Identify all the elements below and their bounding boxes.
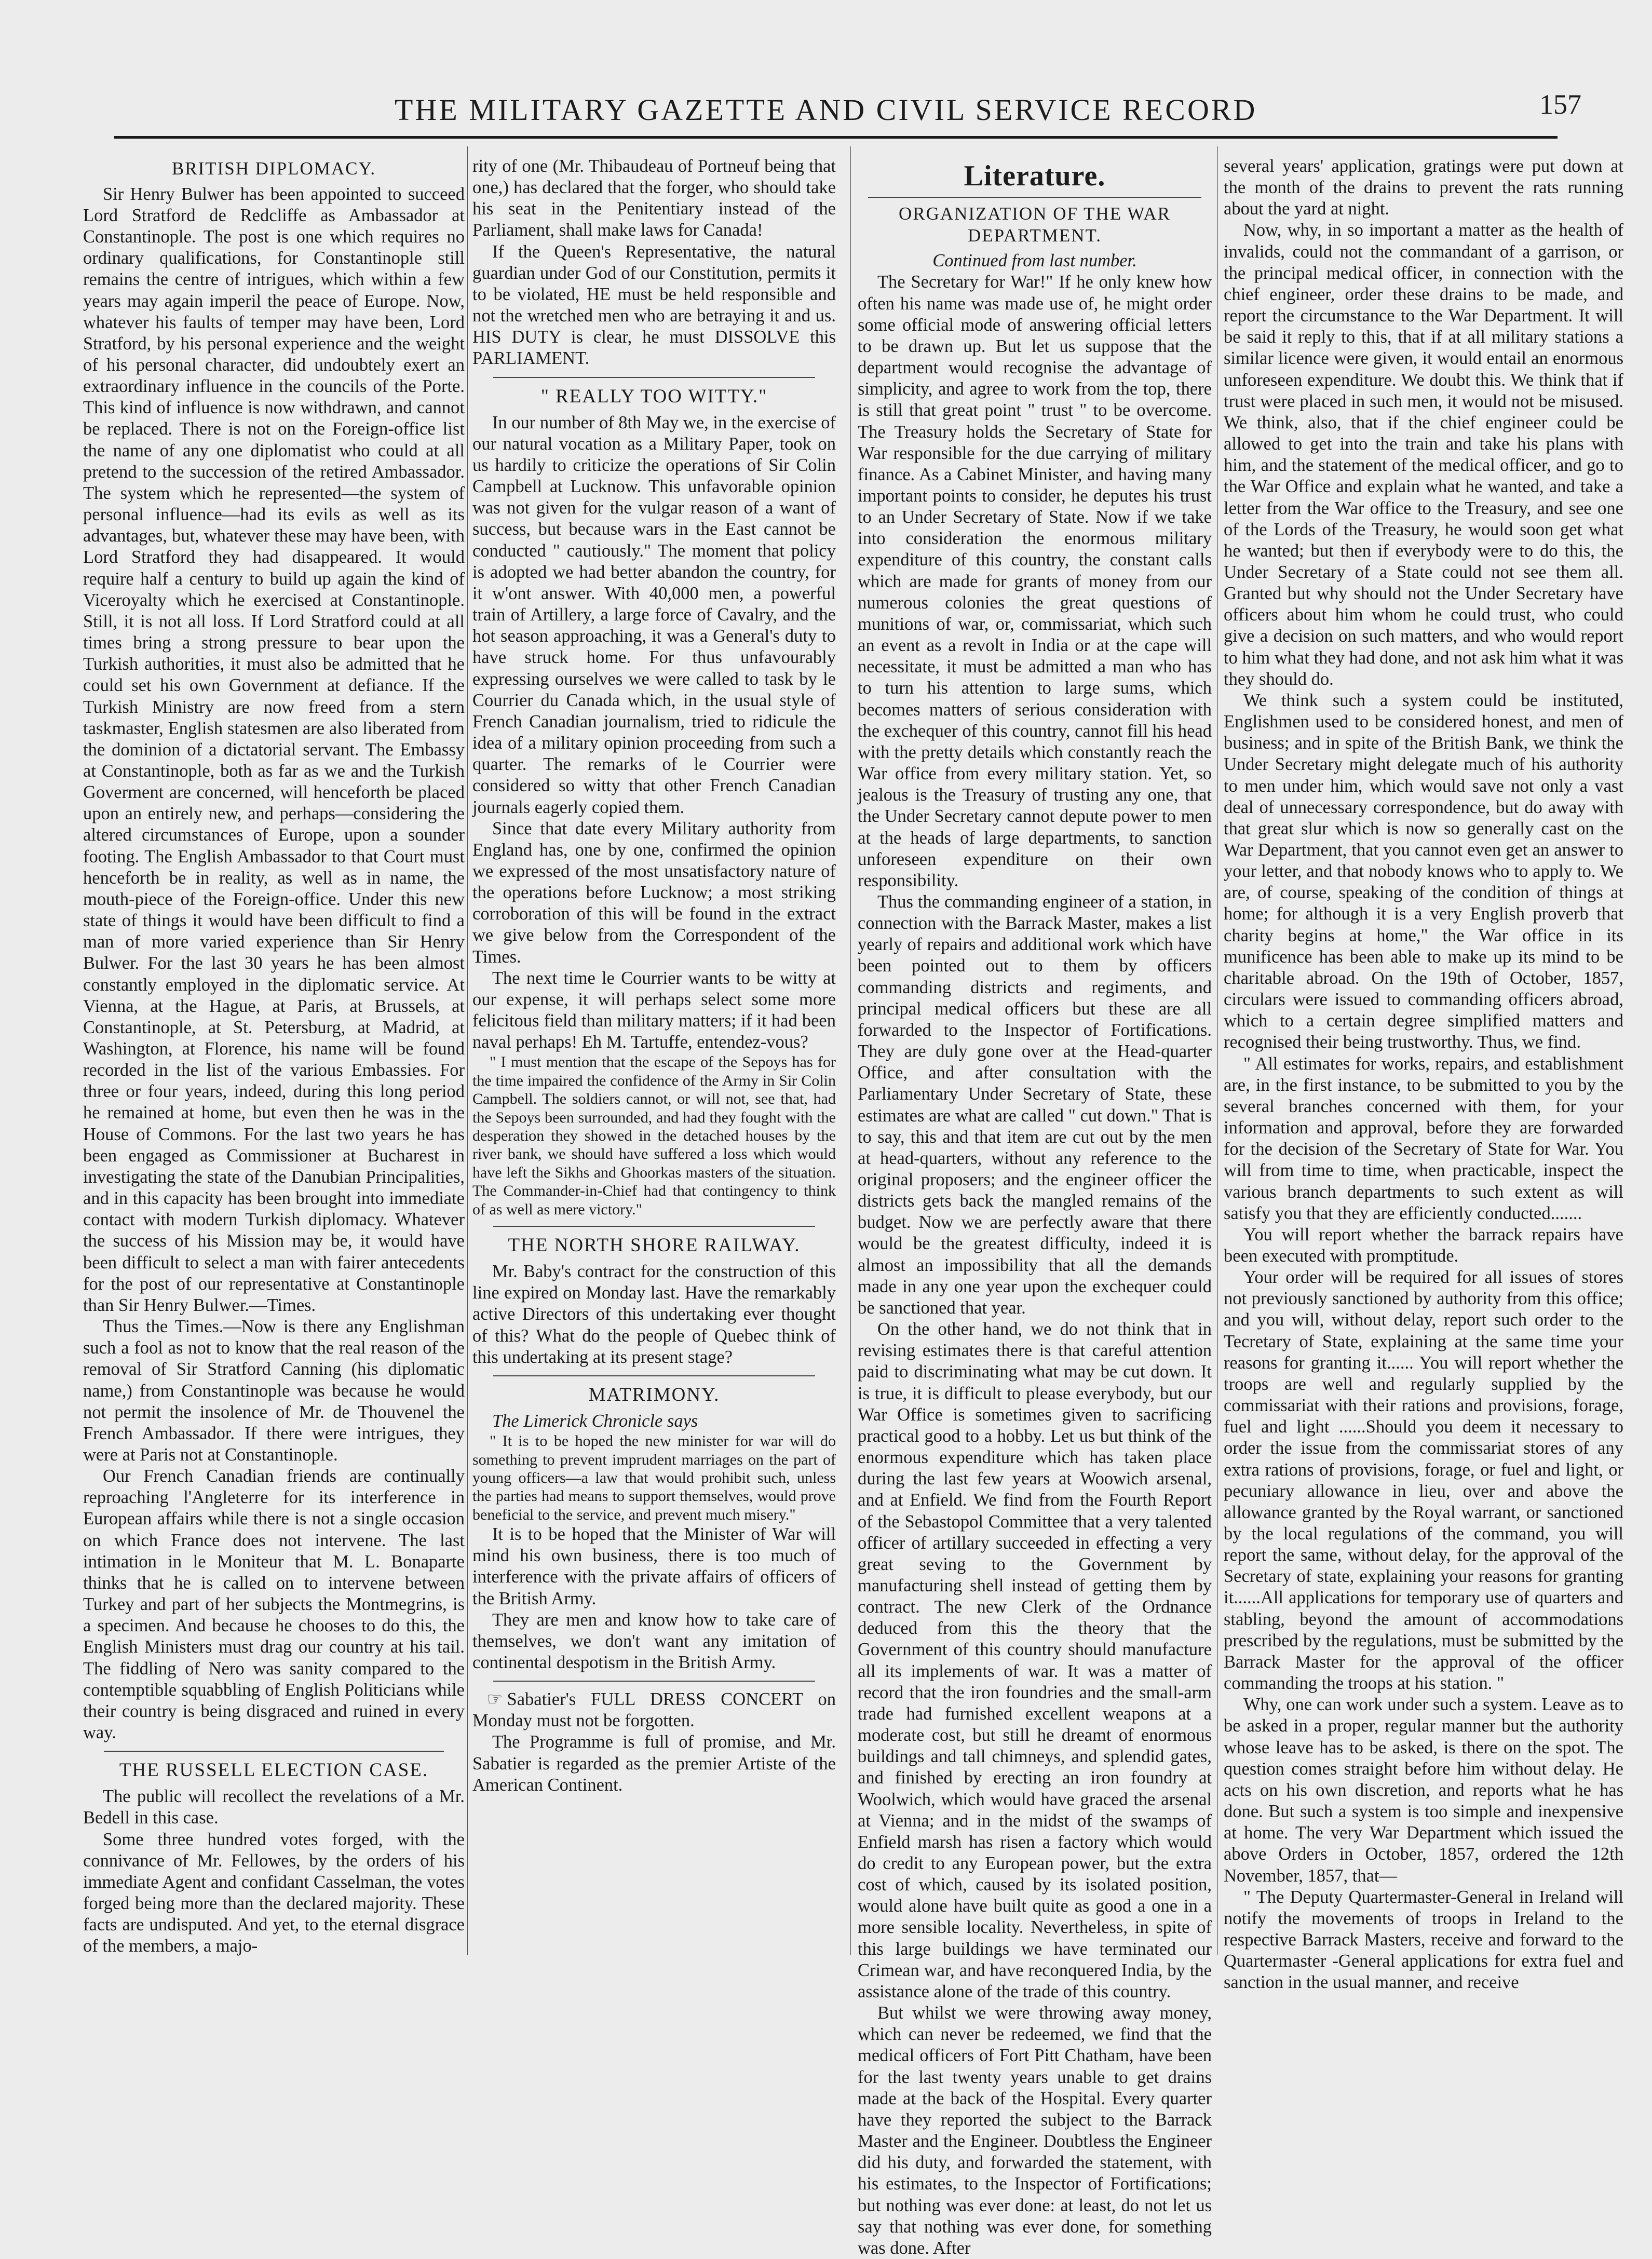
section-rule <box>868 197 1201 198</box>
masthead-rule <box>114 136 1558 139</box>
article-paragraph: The Secretary for War!" If he only knew how often his name was made use of, he might order some official mode of answering official letters to be drawn up. But let us suppose that the department would recognise the advantage of simplicity, and agree to work from the top, there is still that great point " trust " to be overcome. The Treasury holds the Secretary of State for War responsible for the due carrying of military finance. As a Cabinet Minister, and having many important points to consider, he deputes his trust to an Under Secretary of State. Now if we take into consideration the enormous military expenditure of this country, the constant calls which are made for grants of money from our numerous colonies the great questions of munitions of war, or, commissariat, which such an event as a revolt in India or at the cape will necessitate, it must be admitted a man who has to turn his attention to large sums, which becomes matters of serious consideration with the exchequer of this country, cannot fill his head with the pretty details which constantly reach the War office from every military station. Yet, so jealous is the Treasury of trusting any one, that the Under Secretary cannot depute power to men at the heads of large departments, to sanction unforeseen expenditure on their own responsibility. <box>858 272 1212 890</box>
source-line: The Limerick Chronicle says <box>492 1411 698 1431</box>
newspaper-title: THE MILITARY GAZETTE AND CIVIL SERVICE RECORD <box>395 93 1257 127</box>
page-number: 157 <box>1539 89 1581 120</box>
article-paragraph: The Programme is full of promise, and Mr. Sabatier is regarded as the premier Artiste of the American Continent. <box>472 1732 836 1795</box>
article-paragraph: The public will recollect the revelations of a Mr. Bedell in this case. <box>83 1787 465 1828</box>
column-3 <box>858 156 1212 2258</box>
column-divider <box>1217 146 1218 1955</box>
concert-notice-text: Sabatier's FULL DRESS CONCERT on Monday must not be forgotten. <box>472 1689 836 1731</box>
article-paragraph: Thus the Times.—Now is there any Englishman such a fool as not to know that the real reason of the removal of Sir Stratford Canning (his diplomatic name,) from Constantinople was because he would not permit the insolence of Mr. de Thouvenel the French Ambassador. If there were intrigues, they were at Paris not at Constantinople. <box>83 1317 465 1465</box>
masthead <box>104 73 1581 130</box>
section-rule <box>493 1226 815 1227</box>
article-paragraph: Your order will be required for all issues of stores not previously sanctioned by authority from this office; and you will, without delay, report such order to the Tecretary of State, explaining at the same time your reasons for granting it...... You will report whether the troops are well and regularly supplied by the commissariat with their rations and provisions, forage, fuel and light ......Should you deem it necessary to order the issue from the commissariat stores of any extra rations of provisions, forage, or fuel and light, or pecuniary allowance in lieu, over and above the allowance granted by the Royal warrant, or sanctioned by the local regulations of the command, you will report the same, without delay, for the approval of the Secretary of state, explaining your reasons for granting it......All applications for temporary use of quarters and stabling, beyond the amount of accommodations prescribed by the regulations, must be submitted by the Barrack Master for the approval of the officer commanding the troops at his station. " <box>1224 1267 1623 1694</box>
article-paragraph: We think such a system could be instituted, Englishmen used to be considered honest, and men of business; and in spite of the British Bank, we think the Under Secretary might delegate much of his authority to men under him, which would save not only a vast deal of unnecessary correspondence, but do away with that great slur which is now so generally cast on the War Department, that you cannot even get an answer to your letter, and that nobody knows who to apply to. We are, of course, speaking of the condition of things at home; for although it is a very English proverb that charity begins at home," the War office in its munificence has been able to make up its mind to be charitable abroad. On the 19th of October, 1857, circulars were issued to commanding officers abroad, which to a certain degree simplified matters and recognised their being trustworthy. Thus, we find. <box>1224 690 1623 1052</box>
article-paragraph: Sir Henry Bulwer has been appointed to succeed Lord Stratford de Redcliffe as Ambassador at Constantinople. The post is one which requires no ordinary qualifications, for Constantinople still remains the centre of intrigues, which within a few years may again imperil the peace of Europe. Now, whatever his faults of temper may have been, Lord Stratford, by his personal experience and the weight of his personal character, did undoubtely exert an extraordinary influence in the councils of the Porte. This kind of influence is now withdrawn, and cannot be replaced. There is not on the Foreign-office list the name of any one diplomatist who could at all pretend to the succession of the retired Ambassador. The system which he represented—the system of personal influence—had its evils as well as its advantages, but, whatever these may have been, with Lord Stratford they had disappeared. It would require half a century to build up again the kind of Viceroyalty which he exercised at Constantinople. Still, it is not all loss. If Lord Stratford could at all times bring a strong pressure to bear upon the Turkish authorities, it must also be admitted that he could set his own Government at defiance. If the Turkish Ministry are now freed from a stern taskmaster, English statesmen are also liberated from the dominion of a dictatorial servant. The Embassy at Constantinople, both as far as we and the Turkish Goverment are concerned, will henceforth be placed upon an entirely new, and perhaps—considering the altered circumstances of Europe, upon a sounder footing. The English Ambassador to that Court must henceforth be in reality, as well as in name, the mouth-piece of the Foreign-office. Under this new state of things it would have been difficult to find a man of more varied experience than Sir Henry Bulwer. For the last 30 years he has been almost constantly employed in the diplomatic service. At Vienna, at the Hague, at Paris, at Brussels, at Constantinople, at St. Petersburg, at Madrid, at Washington, at Florence, his name will be found recorded in the list of the various Embassies. For three or four years, indeed, during this long period he remained at home, but even then he was in the House of Commons. For the last two years he has been engaged as Commissioner at Bucharest in investigating the state of the Danubian Principalities, and in this capacity has been brought into immediate contact with modern Turkish diplomacy. Whatever the success of his Mission may be, it would have been difficult to select a man with fairer antecedents for the post of our representative at Constantinople than Sir Henry Bulwer.—Times. <box>83 184 465 1315</box>
article-paragraph: Mr. Baby's contract for the construction of this line expired on Monday last. Have the remarkably active Directors of this undertaking ever thought of this? What do the people of Quebec think of this undertaking at its present stage? <box>472 1262 836 1367</box>
article-paragraph: Now, why, in so important a matter as the health of invalids, could not the commandant of a garrison, or the principal medical officer, in connection with the chief engineer, order these drains to be made, and report the circumstance to the War Department. It will be said it reply to this, that if at all military stations a similar licence were given, it would entail an enormous unforeseen expenditure. We doubt this. We think that if trust were placed in such men, it would not be misused. We think, also, that if the chief engineer could be allowed to get into the train and take his plans with him, and the statement of the medical officer, and go to the War Office and explain what he wanted, and take a letter from the War office to the Treasury, and see one of the Lords of the Treasury, he would soon get what he wanted; but then if everybody were to do this, the Under Secretary of a State could not see them all. Granted but why should not the Under Secretary have officers about him whom he could trust, who could give a decision on such matters, and who would report to him what they had done, and not ask him what it was they should do. <box>1224 220 1623 689</box>
article-heading-russell-election: THE RUSSELL ELECTION CASE. <box>119 1760 429 1781</box>
article-paragraph: But whilst we were throwing away money, which can never be redeemed, we find that the medical officers of Fort Pitt Chatham, have been for the last twenty years unable to get drains made at the back of the Hospital. Every quarter have they reported the subject to the Barrack Master and the Engineer. Doubtless the Engineer did his duty, and forwarded the statement, with his estimates, to the Inspector of Fortifications; but nothing was ever done: at least, do not let us say that nothing was ever done, for something was done. After <box>858 2003 1212 2258</box>
concert-notice <box>472 1689 836 1732</box>
article-paragraph: " The Deputy Quartermaster-General in Ireland will notify the movements of troops in Ireland to the respective Barrack Masters, receive and forward to the Quartermaster -General applications for extra fuel and sanction in the usual manner, and receive <box>1224 1887 1623 1993</box>
article-paragraph: " All estimates for works, repairs, and establishment are, in the first instance, to be submitted to you by the several branches concerned with them, for your information and approval, before they are forwarded for the decision of the Secretary of State for War. You will from time to time, when practicable, inspect the various branch departments to such extent as will satisfy you that they are efficiently conducted....... <box>1224 1053 1623 1223</box>
article-paragraph: If the Queen's Representative, the natural guardian under God of our Constitution, permits it to be violated, HE must be held responsible and not the wretched men who are betraying it and us. HIS DUTY is clear, he must DISSOLVE this PARLIAMENT. <box>472 241 836 369</box>
column-divider <box>467 146 468 1955</box>
continued-note: Continued from last number. <box>932 251 1137 271</box>
article-paragraph: On the other hand, we do not think that in revising estimates there is that careful attention paid to discriminating what may be cut down. It is true, it is difficult to please everybody, but our War Office is sometimes given to sacrificing practical good to a hobby. Let us but think of the enormous expenditure which has taken place during the last few years at Woowich arsenal, and at Enfield. We find from the Fourth Report of the Sebastopol Committee that a very talented officer of artillary succeeded in effecting a very great seving to the Government by manufacturing shell instead of getting them by contract. The new Clerk of the Ordnance deduced from this the theory that the Government of this country should manufacture all its implements of war. It was a matter of record that the iron foundries and the small-arm trade had furnished excellent weapons at a moderate cost, but still he dreamt of enormous buildings and tall chimneys, and splendid gates, and finished by erecting an iron foundry at Woolwich, which would have graced the arsenal at Vienna; and in the midst of the swamps of Enfield marsh has risen a factory which would do credit to any European power, but the extra cost of which, caused by its isolated position, would alone have built quite as good a one in a more sensible locality. Nevertheless, in spite of this large buildings we have terminated our Crimean war, and have reconquered India, by the assistance alone of the trade of this country. <box>858 1319 1212 2001</box>
article-paragraph: several years' application, gratings were put down at the month of the drains to prevent the rats running about the yard at night. <box>1224 156 1623 219</box>
article-heading-war-department: ORGANIZATION OF THE WAR DEPARTMENT. <box>898 203 1171 246</box>
article-heading-matrimony: MATRIMONY. <box>588 1384 720 1405</box>
article-paragraph: It is to be hoped that the Minister of War will mind his own business, there is too much of interference with the private affairs of officers of the British Army. <box>472 1524 836 1608</box>
article-paragraph: Why, one can work under such a system. Leave as to be asked in a proper, regular manner but the authority whose leave has to be asked, is there on the spot. The question comes straight before him without delay. He acts on his own discretion, and reports what he has done. But such a system is too simple and inexpensive at home. The very War Department which issued the above Orders in October, 1857, ordered the 12th November, 1857, that— <box>1224 1695 1623 1886</box>
article-paragraph: In our number of 8th May we, in the exercise of our natural vocation as a Military Paper, took on us hardily to criticize the operations of Sir Colin Campbell at Lucknow. This unfavorable opinion was not given for the vulgar reason of a want of success, but because wars in the East cannot be conducted " cautiously." The moment that policy is adopted we had better abandon the country, for it w'ont answer. With 40,000 men, a powerful train of Artillery, a large force of Cavalry, and the hot season approaching, it was a General's duty to have struck home. For thus unfavourably expressing ourselves we were called to task by le Courrier du Canada which, in the usual style of French Canadian journalism, tried to ridicule the idea of a military opinion proceeding from such a quarter. The remarks of le Courrier were considered so witty that other French Canadian journals eagerly copied them. <box>472 412 836 817</box>
column-divider <box>850 146 851 1955</box>
article-heading-north-shore-railway: THE NORTH SHORE RAILWAY. <box>508 1234 801 1256</box>
section-rule <box>493 1681 815 1682</box>
article-paragraph: Since that date every Military authority from England has, one by one, confirmed the opinion we expressed of the most unsatisfactory nature of the operations before Lucknow; a most striking corroboration of this will be found in the extract we give below from the Correspondent of the Times. <box>472 818 836 967</box>
article-heading-really-too-witty: " REALLY TOO WITTY." <box>540 385 768 407</box>
article-paragraph: rity of one (Mr. Thibaudeau of Portneuf being that one,) has declared that the forger, who should take his seat in the Penitentiary instead of the Parliament, shall make laws for Canada! <box>472 156 836 240</box>
article-paragraph: They are men and know how to take care of themselves, we don't want any imitation of continental despotism in the British Army. <box>472 1609 836 1673</box>
column-1 <box>83 156 465 1976</box>
quoted-extract: " It is to be hoped the new minister for war will do something to prevent imprudent marriages on the part of young officers—a law that would prohibit such, unless the parties had means to support themselves, would prove beneficial to the service, and prevent much misery." <box>472 1432 836 1523</box>
article-paragraph: You will report whether the barrack repairs have been executed with promptitude. <box>1224 1224 1623 1266</box>
pointing-hand-icon: ☞ <box>486 1689 503 1710</box>
article-heading-british-diplomacy: BRITISH DIPLOMACY. <box>171 158 376 179</box>
column-4 <box>1224 156 1623 1993</box>
column-2 <box>472 156 836 1976</box>
quoted-extract: " I must mention that the escape of the Sepoys has for the time impaired the confidence of the Army in Sir Colin Campbell. The soldiers cannot, or will not, see that, had the Sepoys been surrounded, and had they fought with the desperation they showed in the detached houses by the river bank, we should have suffered a loss which would have left the Sikhs and Ghoorkas masters of the situation. The Commander-in-Chief had that contingency to think of as well as mere victory." <box>472 1053 836 1218</box>
section-rule <box>493 377 815 378</box>
section-rule <box>104 1751 444 1752</box>
article-paragraph: Some three hundred votes forged, with the connivance of Mr. Fellowes, by the orders of his immediate Agent and confidant Casselman, the votes forged being more than the declared majority. These facts are undisputed. And yet, to the eternal disgrace of the members, a majo- <box>83 1829 465 1956</box>
section-rule <box>493 1375 815 1376</box>
article-paragraph: Thus the commanding engineer of a station, in connection with the Barrack Master, makes a list yearly of repairs and additional work which have been pointed out to them by officers commanding districts and regiments, and principal medical officers but these are all forwarded to the Inspector of Fortifications. They are duly gone over at the Head-quarter Office, and after consultation with the Parliamentary Under Secretary of State, these estimates are what are called " cut down." That is to say, this and that item are cut out by the men at head-quarters, without any reference to the original proposers; and the engineer officer the districts gets back the mangled remains of the budget. Now we are perfectly aware that there would be the greatest difficulty, indeed it is almost an impossibility that all the demands made in any one year upon the exchequer could be sanctioned that year. <box>858 891 1212 1318</box>
article-paragraph: The next time le Courrier wants to be witty at our expense, it will perhaps select some more felicitous field than military matters; if it had been naval perhaps! Eh M. Tartuffe, entendez-vous? <box>472 968 836 1052</box>
article-paragraph: Our French Canadian friends are continually reproaching l'Angleterre for its interference in European affairs while there is not a single occasion on which France does not intervene. The last intimation in le Moniteur that M. L. Bonaparte thinks that he is called on to intervene between Turkey and part of her subjects the Montmegrins, is a specimen. And because he chooses to do this, the English Ministers must drag our country at his tail. The fiddling of Nero was sanity compared to the contemptible squabbling of English Politicians while their country is being disgraced and ruined in every way. <box>83 1466 465 1742</box>
section-title-literature: Literature. <box>964 160 1106 192</box>
